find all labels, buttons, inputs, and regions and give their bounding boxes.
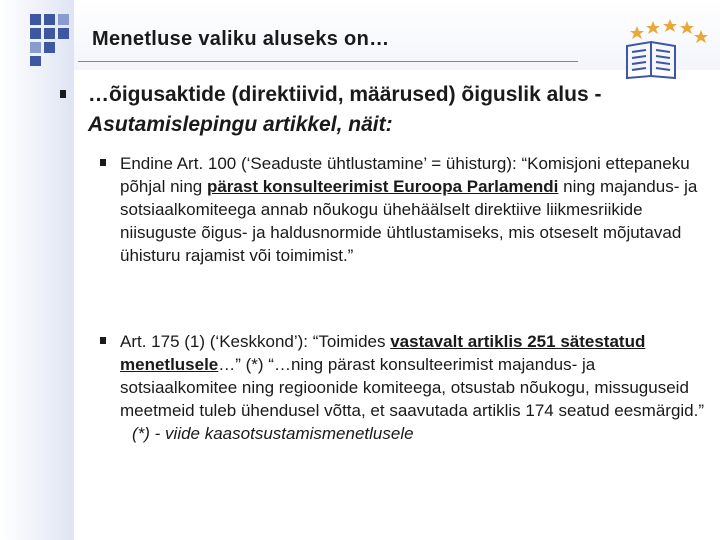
underlined-emphasis: vastavalt artiklis 251 sätestatud menetlusele (120, 332, 646, 374)
sub-bullet-article-100 (100, 152, 705, 267)
sub-bullet-text-after: ning majandus- ja sotsiaalkomiteega annab nõukogu ühehäälselt direktiive liikmesriikide niisuguste õigus- ja haldusnormide ühtlustamiseks, mis otseselt mõjutavad ühisturu rajamist või toimimist.” (120, 177, 698, 265)
footnote: (*) - viide kaasotsustamismenetlusele (132, 424, 414, 443)
bullet-marker (60, 90, 66, 98)
sub-bullet-text-before: Endine Art. 100 (‘Seaduste ühtlustamine’ = ühisturg): “Komisjoni ettepaneku põhjal ning (120, 154, 690, 196)
sub-bullet-text (120, 330, 705, 445)
sub-bullet-text-after: …” (*) “…ning pärast konsulteerimist majandus- ja sotsiaalkomitee ning regioonide komiteega, otsustab nõukogu, missuguseid meetmeid tuleb ühendusel võtta, et saavutada artiklis 174 seatud eesmärgid.” (120, 355, 705, 420)
blue-squares-logo-icon (30, 14, 70, 66)
bullet-marker (100, 159, 106, 166)
title-underline (78, 61, 578, 62)
underlined-emphasis: pärast konsulteerimist Euroopa Parlamendi (206, 177, 559, 196)
main-bullet-text (88, 80, 700, 140)
main-bullet (60, 80, 700, 140)
sub-bullet-text-before: Art. 175 (1) (‘Keskkond’): “Toimides (120, 332, 391, 351)
main-bullet-plain: …õigusaktide (direktiivid, määrused) õiguslik alus - (88, 83, 602, 106)
bullet-marker (100, 337, 106, 344)
sub-bullet-text (120, 152, 705, 267)
slide-title: Menetluse valiku aluseks on… (92, 28, 390, 50)
main-bullet-italic: Asutamislepingu artikkel, näit: (88, 113, 393, 136)
sub-bullet-article-175 (100, 330, 705, 445)
eu-stars-book-icon (615, 12, 711, 84)
